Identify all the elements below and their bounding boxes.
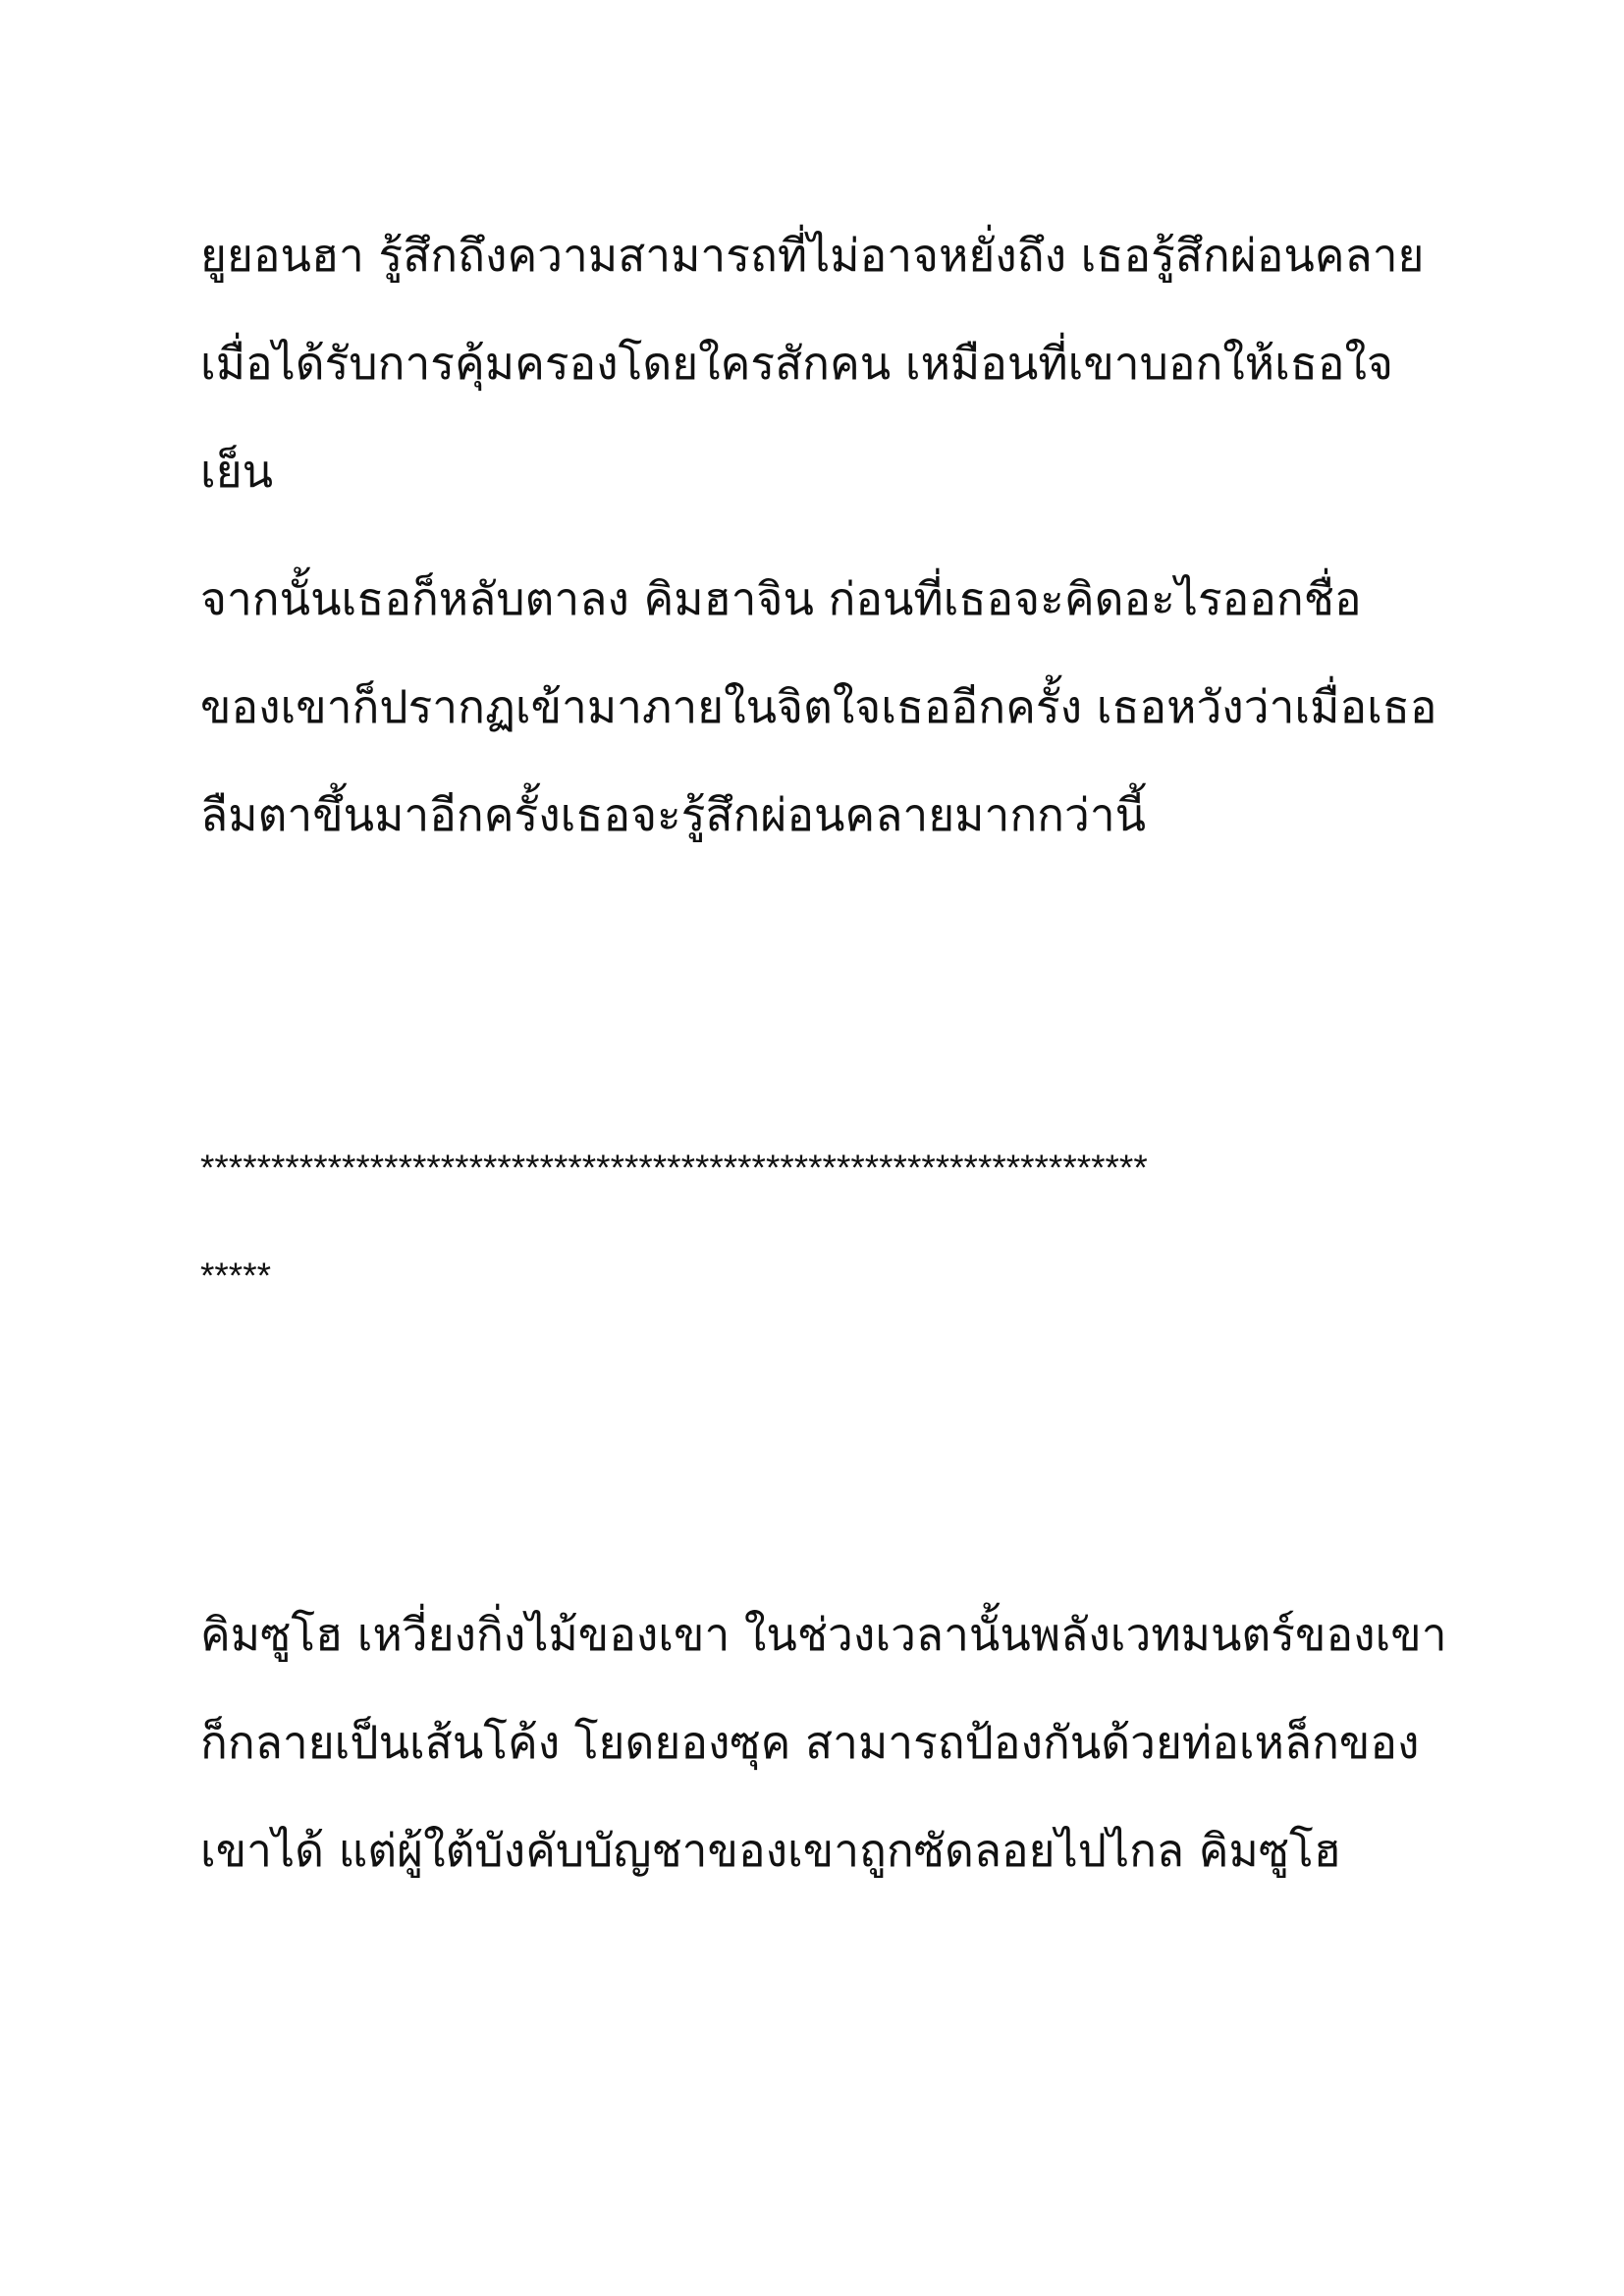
text-line: คิมซูโฮ เหวี่ยงกิ่งไม้ของเขา ในช่วงเวลานั้นพลังเวทมนตร์ของเขา: [200, 1608, 1447, 1661]
text-line: เขาได้ แต่ผู้ใต้บังคับบัญชาของเขาถูกซัดลอยไปไกล คิมซูโฮ: [200, 1824, 1341, 1877]
text-line: ก็กลายเป็นเส้นโค้ง โยดยองซุค สามารถป้องกันด้วยท่อเหล็กของ: [200, 1716, 1420, 1769]
text-line: ยูยอนฮา รู้สึกถึงความสามารถที่ไม่อาจหยั่งถึง เธอรู้สึกผ่อนคลาย: [200, 229, 1425, 282]
text-line: ลืมตาขึ้นมาอีกครั้งเธอจะรู้สึกผ่อนคลายมากกว่านี้: [200, 788, 1147, 841]
text-line: จากนั้นเธอก็หลับตาลง คิมฮาจิน ก่อนที่เธอจะคิดอะไรออกชื่อ: [200, 572, 1362, 625]
separator-line: *****: [200, 1255, 271, 1296]
text-line: เมื่อได้รับการคุ้มครองโดยใครสักคน เหมือนที่เขาบอกให้เธอใจ: [200, 337, 1393, 390]
text-line: เย็น: [200, 445, 274, 498]
text-line: ของเขาก็ปรากฏเข้ามาภายในจิตใจเธออีกครั้ง เธอหวังว่าเมื่อเธอ: [200, 680, 1437, 733]
separator-line: *******************************************************************: [200, 1148, 1148, 1188]
